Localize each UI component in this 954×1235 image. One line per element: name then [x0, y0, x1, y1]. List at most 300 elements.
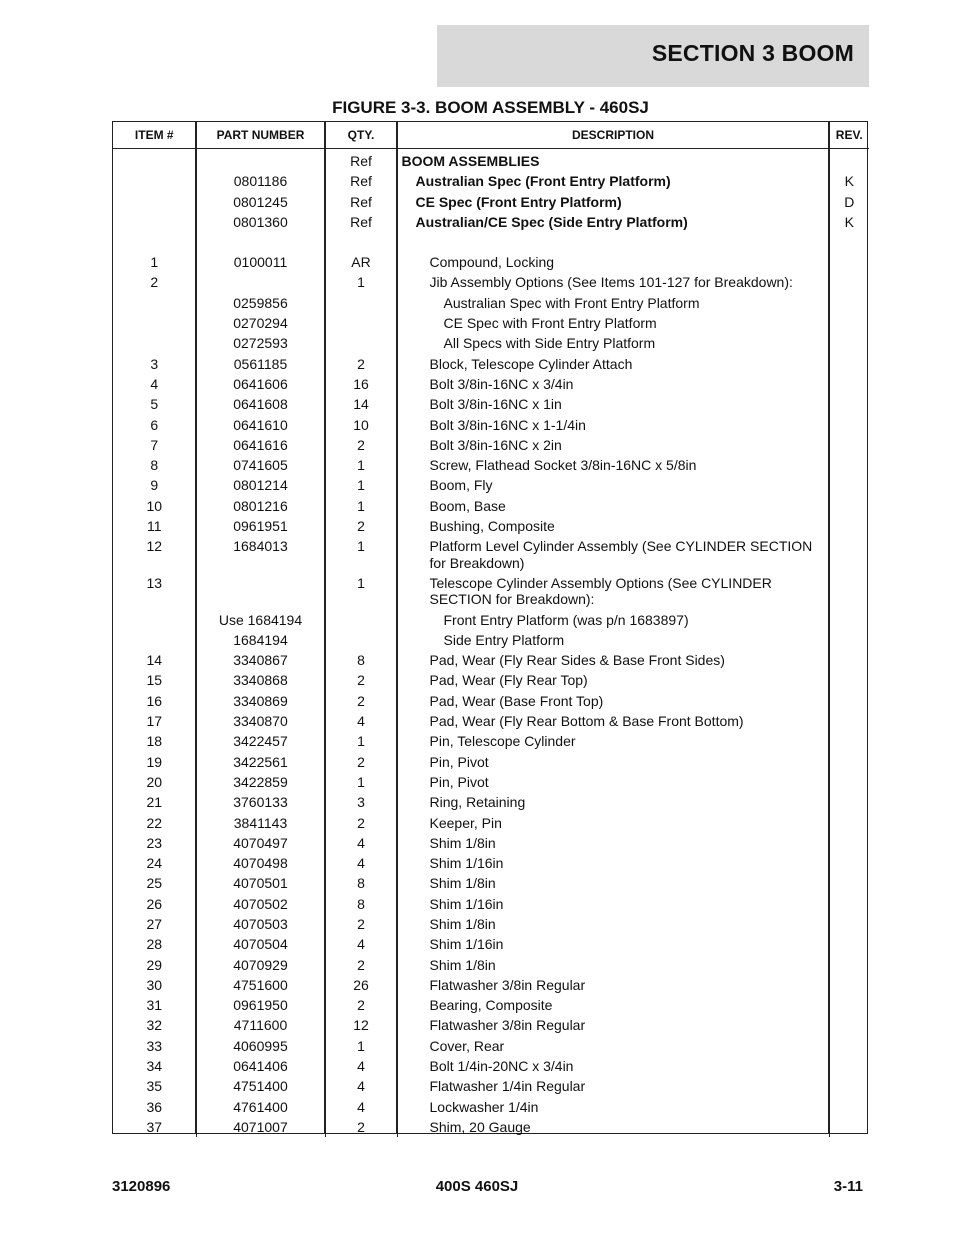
cell-qty: 2 [325, 435, 397, 455]
header-qty: QTY. [325, 122, 397, 149]
cell-qty: 12 [325, 1015, 397, 1035]
table-row [113, 1015, 869, 1035]
cell-item: 8 [113, 455, 196, 475]
cell-description: Pad, Wear (Fly Rear Top) [397, 670, 829, 690]
cell-part-number: 4070929 [196, 955, 325, 975]
cell-qty: Ref [325, 171, 397, 191]
cell-rev [829, 873, 869, 893]
cell-item: 26 [113, 894, 196, 914]
cell-part-number: 0270294 [196, 313, 325, 333]
figure-title: FIGURE 3-3. BOOM ASSEMBLY - 460SJ [332, 98, 649, 117]
cell-rev [829, 333, 869, 353]
header-part-number: PART NUMBER [196, 122, 325, 149]
table-row [113, 1097, 869, 1117]
table-row [113, 354, 869, 374]
cell-rev [829, 252, 869, 272]
cell-rev [829, 573, 869, 610]
cell-item: 24 [113, 853, 196, 873]
cell-item [113, 630, 196, 650]
cell-rev [829, 536, 869, 573]
cell-part-number: 3760133 [196, 792, 325, 812]
column-divider [828, 122, 829, 1133]
cell-qty [325, 293, 397, 313]
cell-qty: 1 [325, 475, 397, 495]
cell-description: Bearing, Composite [397, 995, 829, 1015]
cell-rev [829, 475, 869, 495]
cell-part-number: 0641606 [196, 374, 325, 394]
cell-rev: K [844, 213, 854, 230]
table-row [113, 475, 869, 495]
cell-part-number: 0641608 [196, 394, 325, 414]
table-row [113, 691, 869, 711]
cell-description: Shim 1/8in [397, 955, 829, 975]
table-row [113, 272, 869, 292]
cell-description: Bolt 3/8in-16NC x 3/4in [397, 374, 829, 394]
cell-item: 33 [113, 1036, 196, 1056]
cell-rev [829, 1097, 869, 1117]
cell-part-number: 4751400 [196, 1076, 325, 1096]
table-spacer-row [113, 232, 869, 252]
cell-description: Bushing, Composite [397, 516, 829, 536]
cell-qty: 2 [325, 995, 397, 1015]
cell-qty: 1 [325, 731, 397, 751]
cell-part-number: 3841143 [196, 813, 325, 833]
table-body [113, 149, 869, 1138]
table-row [113, 212, 869, 232]
cell-rev [829, 934, 869, 954]
cell-part-number [196, 272, 325, 292]
cell-part-number: 0741605 [196, 455, 325, 475]
cell-qty: 4 [325, 934, 397, 954]
cell-rev [829, 610, 869, 630]
cell-qty: Ref [325, 149, 397, 172]
cell-rev [829, 691, 869, 711]
cell-description: Shim 1/8in [397, 833, 829, 853]
cell-description: Pad, Wear (Base Front Top) [397, 691, 829, 711]
header-description: DESCRIPTION [397, 122, 829, 149]
cell-rev [829, 630, 869, 650]
cell-description: Pin, Pivot [397, 752, 829, 772]
table-row [113, 1036, 869, 1056]
table-row [113, 792, 869, 812]
cell-rev [829, 752, 869, 772]
cell-part-number: 1684194 [196, 630, 325, 650]
cell-qty: 8 [325, 873, 397, 893]
cell-qty: 1 [325, 772, 397, 792]
cell-item: 20 [113, 772, 196, 792]
cell-part-number: 0801186 [196, 171, 325, 191]
table-row [113, 293, 869, 313]
cell-rev [829, 894, 869, 914]
cell-qty: Ref [325, 212, 397, 232]
cell-rev [829, 496, 869, 516]
cell-item [113, 293, 196, 313]
cell-rev [829, 1015, 869, 1035]
cell-rev [829, 772, 869, 792]
cell-qty: 2 [325, 354, 397, 374]
cell-rev [829, 833, 869, 853]
cell-item: 18 [113, 731, 196, 751]
table-row [113, 630, 869, 650]
cell-description: Bolt 3/8in-16NC x 2in [397, 435, 829, 455]
cell-part-number: 0561185 [196, 354, 325, 374]
cell-description: Ring, Retaining [397, 792, 829, 812]
cell-item: 28 [113, 934, 196, 954]
table-row [113, 731, 869, 751]
cell-qty: 2 [325, 670, 397, 690]
table-row [113, 435, 869, 455]
cell-part-number: 0801245 [196, 192, 325, 212]
footer-page-number: 3-11 [833, 1178, 863, 1195]
cell-rev [829, 272, 869, 292]
cell-item [113, 171, 196, 191]
cell-description: Shim 1/16in [397, 934, 829, 954]
cell-qty: Ref [325, 192, 397, 212]
cell-qty: 4 [325, 833, 397, 853]
cell-part-number: 3340868 [196, 670, 325, 690]
table-row [113, 252, 869, 272]
cell-rev [829, 955, 869, 975]
cell-part-number: 4060995 [196, 1036, 325, 1056]
cell-qty: 1 [325, 455, 397, 475]
table-row [113, 873, 869, 893]
column-divider [195, 122, 196, 1133]
cell-part-number: 0100011 [196, 252, 325, 272]
cell-item: 30 [113, 975, 196, 995]
cell-item [113, 149, 196, 172]
cell-part-number: 0801214 [196, 475, 325, 495]
cell-qty: 2 [325, 691, 397, 711]
cell-item: 3 [113, 354, 196, 374]
cell-qty: 4 [325, 853, 397, 873]
cell-item: 19 [113, 752, 196, 772]
parts-table-frame [112, 121, 868, 1134]
cell-item: 21 [113, 792, 196, 812]
cell-item: 14 [113, 650, 196, 670]
cell-item [113, 333, 196, 353]
cell-item [113, 212, 196, 232]
cell-rev: K [844, 173, 854, 190]
cell-item: 4 [113, 374, 196, 394]
cell-item: 7 [113, 435, 196, 455]
cell-rev [829, 149, 869, 172]
cell-part-number: 4070498 [196, 853, 325, 873]
spacer-cell [113, 232, 196, 252]
cell-description: Boom, Base [397, 496, 829, 516]
cell-item: 23 [113, 833, 196, 853]
cell-item: 34 [113, 1056, 196, 1076]
cell-rev [829, 1076, 869, 1096]
table-row [113, 670, 869, 690]
table-header-row [113, 122, 869, 149]
cell-description: Pad, Wear (Fly Rear Sides & Base Front Sides) [397, 650, 829, 670]
cell-rev [829, 455, 869, 475]
table-row [113, 496, 869, 516]
cell-qty: 8 [325, 650, 397, 670]
cell-rev [829, 394, 869, 414]
footer-model: 400S 460SJ [435, 1178, 519, 1195]
cell-description: Cover, Rear [397, 1036, 829, 1056]
cell-part-number: 4070497 [196, 833, 325, 853]
cell-item: 35 [113, 1076, 196, 1096]
table-row [113, 374, 869, 394]
cell-part-number [196, 573, 325, 610]
cell-item: 6 [113, 415, 196, 435]
cell-qty [325, 610, 397, 630]
cell-description: Pin, Telescope Cylinder [397, 731, 829, 751]
cell-rev [829, 792, 869, 812]
cell-part-number: 4761400 [196, 1097, 325, 1117]
table-row [113, 516, 869, 536]
cell-qty: 2 [325, 516, 397, 536]
cell-description: Flatwasher 1/4in Regular [397, 1076, 829, 1096]
cell-part-number: 3340867 [196, 650, 325, 670]
cell-item: 12 [113, 536, 196, 573]
table-row [113, 1056, 869, 1076]
cell-part-number: 4751600 [196, 975, 325, 995]
spacer-cell [196, 232, 325, 252]
cell-qty: AR [325, 252, 397, 272]
cell-part-number: 3340870 [196, 711, 325, 731]
cell-part-number: 0641406 [196, 1056, 325, 1076]
cell-description: Side Entry Platform [397, 630, 829, 650]
cell-description: Australian/CE Spec (Side Entry Platform) [397, 212, 829, 232]
cell-description: Shim 1/8in [397, 914, 829, 934]
table-row [113, 752, 869, 772]
cell-rev [829, 374, 869, 394]
cell-description: Australian Spec (Front Entry Platform) [397, 171, 829, 191]
cell-description: Block, Telescope Cylinder Attach [397, 354, 829, 374]
table-row [113, 995, 869, 1015]
cell-qty: 10 [325, 415, 397, 435]
cell-item: 25 [113, 873, 196, 893]
cell-item [113, 610, 196, 630]
cell-description: CE Spec with Front Entry Platform [397, 313, 829, 333]
section-title: SECTION 3 BOOM [651, 40, 854, 66]
cell-qty: 2 [325, 752, 397, 772]
section-header-band [437, 25, 869, 87]
cell-item: 9 [113, 475, 196, 495]
cell-rev [829, 415, 869, 435]
cell-description: Shim 1/16in [397, 894, 829, 914]
cell-rev [829, 813, 869, 833]
column-divider [396, 122, 397, 1133]
cell-part-number: 3422859 [196, 772, 325, 792]
cell-rev [829, 1117, 869, 1137]
cell-description: All Specs with Side Entry Platform [397, 333, 829, 353]
cell-description: Pin, Pivot [397, 772, 829, 792]
cell-part-number: 3422561 [196, 752, 325, 772]
cell-rev [829, 516, 869, 536]
cell-rev [829, 670, 869, 690]
cell-qty: 1 [325, 536, 397, 573]
cell-rev [829, 711, 869, 731]
table-row [113, 955, 869, 975]
cell-description: Boom, Fly [397, 475, 829, 495]
header-item: ITEM # [113, 122, 196, 149]
cell-description: Bolt 3/8in-16NC x 1-1/4in [397, 415, 829, 435]
parts-table [113, 122, 869, 1137]
cell-description: Lockwasher 1/4in [397, 1097, 829, 1117]
cell-qty: 4 [325, 1097, 397, 1117]
cell-description: Bolt 1/4in-20NC x 3/4in [397, 1056, 829, 1076]
table-row [113, 650, 869, 670]
cell-description: BOOM ASSEMBLIES [397, 149, 829, 172]
cell-rev [829, 995, 869, 1015]
cell-qty: 2 [325, 813, 397, 833]
cell-item [113, 313, 196, 333]
table-row [113, 853, 869, 873]
cell-part-number: 0801216 [196, 496, 325, 516]
cell-description: Jib Assembly Options (See Items 101-127 for Breakdown): [397, 272, 829, 292]
table-row [113, 914, 869, 934]
cell-qty: 1 [325, 496, 397, 516]
cell-item: 10 [113, 496, 196, 516]
cell-qty [325, 630, 397, 650]
cell-description: Flatwasher 3/8in Regular [397, 1015, 829, 1035]
cell-item: 37 [113, 1117, 196, 1137]
cell-item: 27 [113, 914, 196, 934]
cell-part-number: 4711600 [196, 1015, 325, 1035]
cell-item: 15 [113, 670, 196, 690]
spacer-cell [325, 232, 397, 252]
table-row [113, 573, 869, 610]
cell-qty: 14 [325, 394, 397, 414]
cell-part-number: 3422457 [196, 731, 325, 751]
table-row [113, 894, 869, 914]
cell-part-number: 3340869 [196, 691, 325, 711]
table-row [113, 1076, 869, 1096]
cell-item: 1 [113, 252, 196, 272]
cell-qty: 4 [325, 711, 397, 731]
cell-item: 31 [113, 995, 196, 1015]
cell-item: 17 [113, 711, 196, 731]
cell-description: Shim, 20 Gauge [397, 1117, 829, 1137]
cell-item: 13 [113, 573, 196, 610]
header-rev: REV. [829, 122, 869, 149]
cell-rev [829, 1036, 869, 1056]
cell-description: Bolt 3/8in-16NC x 1in [397, 394, 829, 414]
cell-description: Telescope Cylinder Assembly Options (See CYLINDER SECTION for Breakdown): [397, 573, 829, 610]
table-row [113, 536, 869, 573]
table-row [113, 934, 869, 954]
cell-item: 11 [113, 516, 196, 536]
cell-item: 16 [113, 691, 196, 711]
cell-part-number: 0641616 [196, 435, 325, 455]
cell-part-number: 4070502 [196, 894, 325, 914]
cell-item: 36 [113, 1097, 196, 1117]
cell-qty: 16 [325, 374, 397, 394]
cell-description: Pad, Wear (Fly Rear Bottom & Base Front Bottom) [397, 711, 829, 731]
cell-rev [829, 313, 869, 333]
cell-qty: 4 [325, 1076, 397, 1096]
table-row [113, 192, 869, 212]
cell-description: Flatwasher 3/8in Regular [397, 975, 829, 995]
cell-qty: 2 [325, 955, 397, 975]
cell-item: 5 [113, 394, 196, 414]
cell-rev [829, 1056, 869, 1076]
cell-qty: 4 [325, 1056, 397, 1076]
cell-rev [829, 975, 869, 995]
cell-qty [325, 333, 397, 353]
table-row [113, 772, 869, 792]
cell-rev [829, 354, 869, 374]
cell-part-number: 4070503 [196, 914, 325, 934]
footer-doc-number: 3120896 [112, 1178, 171, 1195]
cell-qty: 8 [325, 894, 397, 914]
table-row [113, 455, 869, 475]
column-divider [324, 122, 325, 1133]
cell-item [113, 192, 196, 212]
table-row [113, 171, 869, 191]
cell-description: Front Entry Platform (was p/n 1683897) [397, 610, 829, 630]
cell-part-number: Use 1684194 [196, 610, 325, 630]
cell-qty: 26 [325, 975, 397, 995]
cell-part-number: 4070501 [196, 873, 325, 893]
spacer-cell [829, 232, 869, 252]
table-row [113, 415, 869, 435]
cell-description: Shim 1/8in [397, 873, 829, 893]
cell-part-number: 0961951 [196, 516, 325, 536]
table-row [113, 394, 869, 414]
table-row [113, 333, 869, 353]
table-row [113, 149, 869, 172]
table-row [113, 975, 869, 995]
cell-rev: D [844, 193, 855, 210]
cell-item: 22 [113, 813, 196, 833]
cell-part-number: 0961950 [196, 995, 325, 1015]
cell-qty: 1 [325, 573, 397, 610]
cell-rev [829, 731, 869, 751]
cell-part-number: 0272593 [196, 333, 325, 353]
cell-description: Shim 1/16in [397, 853, 829, 873]
cell-qty: 1 [325, 1036, 397, 1056]
cell-qty: 2 [325, 1117, 397, 1137]
table-row [113, 610, 869, 630]
table-row [113, 813, 869, 833]
table-row [113, 313, 869, 333]
cell-rev [829, 914, 869, 934]
cell-qty: 2 [325, 914, 397, 934]
cell-rev [829, 435, 869, 455]
cell-item: 2 [113, 272, 196, 292]
cell-part-number: 4070504 [196, 934, 325, 954]
cell-part-number: 4071007 [196, 1117, 325, 1137]
cell-part-number: 1684013 [196, 536, 325, 573]
table-row [113, 833, 869, 853]
spacer-cell [397, 232, 829, 252]
cell-part-number: 0259856 [196, 293, 325, 313]
cell-part-number [196, 149, 325, 172]
cell-item: 29 [113, 955, 196, 975]
cell-rev [829, 853, 869, 873]
cell-item: 32 [113, 1015, 196, 1035]
cell-description: Australian Spec with Front Entry Platform [397, 293, 829, 313]
cell-qty [325, 313, 397, 333]
cell-rev [829, 650, 869, 670]
cell-description: CE Spec (Front Entry Platform) [397, 192, 829, 212]
cell-qty: 3 [325, 792, 397, 812]
cell-description: Keeper, Pin [397, 813, 829, 833]
cell-part-number: 0641610 [196, 415, 325, 435]
cell-part-number: 0801360 [196, 212, 325, 232]
table-row [113, 1117, 869, 1137]
cell-description: Compound, Locking [397, 252, 829, 272]
cell-rev [829, 293, 869, 313]
cell-qty: 1 [325, 272, 397, 292]
cell-description: Platform Level Cylinder Assembly (See CYLINDER SECTION for Breakdown) [397, 536, 829, 573]
cell-description: Screw, Flathead Socket 3/8in-16NC x 5/8in [397, 455, 829, 475]
